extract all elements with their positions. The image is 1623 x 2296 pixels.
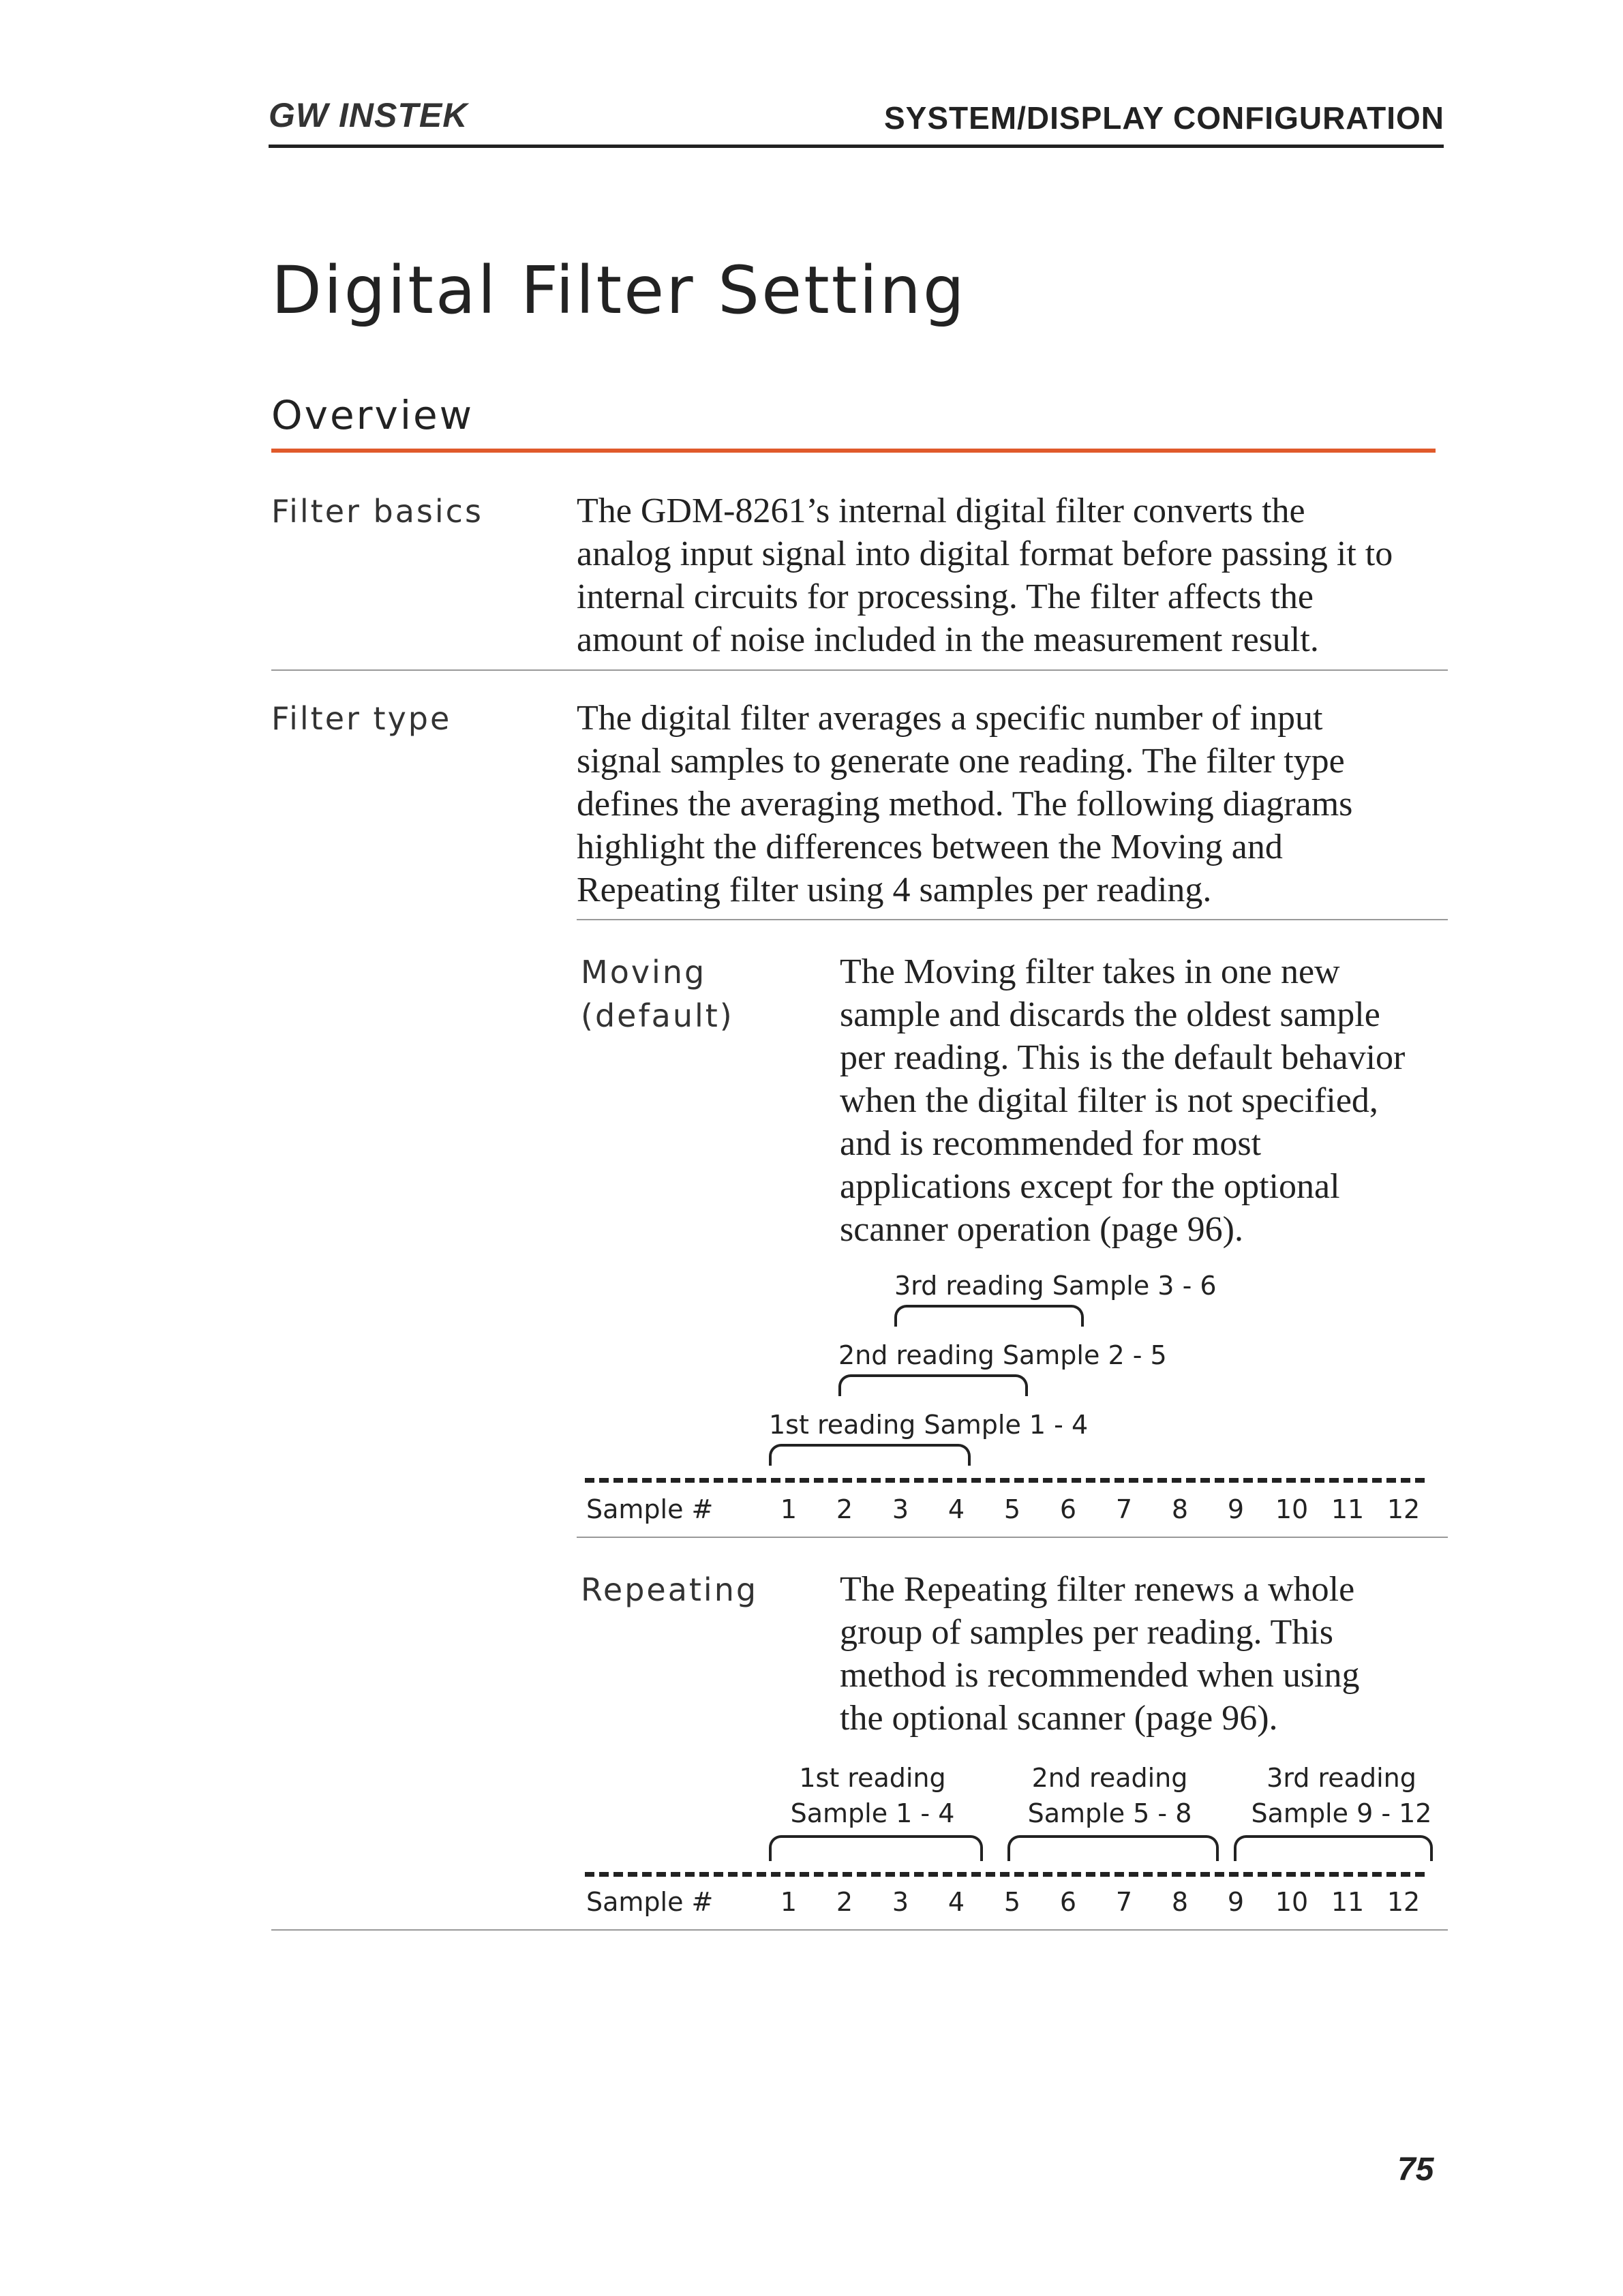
page-title: Digital Filter Setting — [271, 252, 967, 329]
repeating-text: The Repeating filter renews a whole group of samples per reading. This method is recommended when using the optional scanner (page 96). — [840, 1570, 1360, 1738]
sample-number: 1 — [780, 1887, 798, 1917]
sample-number: 3 — [892, 1494, 909, 1524]
repeating-reading-2-label — [1007, 1760, 1212, 1831]
moving-sample-numbers — [0, 1494, 1623, 1528]
row-divider — [271, 669, 1448, 671]
repeating-label: Repeating — [581, 1571, 759, 1608]
moving-reading-2-label: 2nd reading Sample 2 - 5 — [838, 1340, 1167, 1370]
brand-logo: GW INSTEK — [269, 96, 468, 134]
sample-number: 1 — [780, 1494, 798, 1524]
repeating-reading-3-title: 3rd reading — [1266, 1763, 1416, 1793]
repeating-reading-3-bracket — [1234, 1835, 1433, 1861]
section-divider — [271, 449, 1436, 453]
subrow-divider — [577, 919, 1448, 920]
sample-number: 9 — [1227, 1494, 1245, 1524]
repeating-reading-2-bracket — [1007, 1835, 1219, 1861]
sample-number: 12 — [1386, 1887, 1421, 1917]
repeating-reading-3-label — [1232, 1760, 1451, 1831]
moving-reading-2-bracket — [838, 1374, 1028, 1396]
moving-axis-label: Sample # — [586, 1494, 714, 1524]
filter-type-text: The digital filter averages a specific number of input signal samples to generate one reading. The filter type defines the averaging method. The following diagrams highlight the differences between the Moving and Repeating filter using 4 samples per reading. — [577, 699, 1353, 909]
sample-number: 3 — [892, 1887, 909, 1917]
moving-label: Moving (default) — [581, 954, 734, 1034]
moving-reading-1-label: 1st reading Sample 1 - 4 — [769, 1410, 1089, 1440]
sample-number: 2 — [836, 1494, 853, 1524]
table-bottom-divider — [271, 1929, 1448, 1931]
repeating-reading-2-title: 2nd reading — [1031, 1763, 1188, 1793]
sample-number: 9 — [1227, 1887, 1245, 1917]
sample-number: 5 — [1003, 1494, 1021, 1524]
repeating-reading-2-range: Sample 5 - 8 — [1027, 1798, 1192, 1828]
sample-number: 4 — [947, 1494, 965, 1524]
filter-type-label: Filter type — [271, 700, 452, 737]
sample-number: 6 — [1059, 1887, 1077, 1917]
filter-basics-label: Filter basics — [271, 493, 483, 530]
repeating-reading-1-title: 1st reading — [799, 1763, 946, 1793]
repeating-sample-line — [585, 1872, 1425, 1877]
sample-number: 4 — [947, 1887, 965, 1917]
moving-text: The Moving filter takes in one new sample and discards the oldest sample per reading. This is the default behavior when the digital filter is not specified, and is recommended for most applications except for the optional scanner operation (page 96). — [840, 952, 1406, 1249]
sample-number: 7 — [1115, 1494, 1133, 1524]
sample-number: 10 — [1275, 1494, 1309, 1524]
moving-reading-3-bracket — [894, 1305, 1084, 1327]
repeating-reading-3-range: Sample 9 - 12 — [1251, 1798, 1432, 1828]
repeating-reading-1-label — [770, 1760, 975, 1831]
moving-reading-3-label: 3rd reading Sample 3 - 6 — [894, 1271, 1217, 1301]
repeating-reading-1-bracket — [769, 1835, 983, 1861]
repeating-sample-numbers — [0, 1887, 1623, 1921]
filter-basics-text: The GDM-8261’s internal digital filter converts the analog input signal into digital format before passing it to internal circuits for processing. The filter affects the amount of noise included in the measurement result. — [577, 492, 1393, 659]
moving-reading-1-bracket — [769, 1444, 971, 1466]
sample-number: 8 — [1171, 1887, 1189, 1917]
repeating-axis-label: Sample # — [586, 1887, 714, 1917]
repeating-reading-1-range: Sample 1 - 4 — [790, 1798, 955, 1828]
sample-number: 8 — [1171, 1494, 1189, 1524]
sample-number: 10 — [1275, 1887, 1309, 1917]
sample-number: 12 — [1386, 1494, 1421, 1524]
subrow-divider — [577, 1537, 1448, 1538]
running-head: SYSTEM/DISPLAY CONFIGURATION — [883, 100, 1444, 136]
sample-number: 2 — [836, 1887, 853, 1917]
sample-number: 6 — [1059, 1494, 1077, 1524]
sample-number: 11 — [1331, 1887, 1365, 1917]
sample-number: 7 — [1115, 1887, 1133, 1917]
moving-sample-line — [585, 1478, 1425, 1483]
sample-number: 5 — [1003, 1887, 1021, 1917]
section-title: Overview — [271, 392, 474, 438]
page-number: 75 — [1397, 2151, 1434, 2188]
sample-number: 11 — [1331, 1494, 1365, 1524]
header-divider — [269, 145, 1444, 148]
